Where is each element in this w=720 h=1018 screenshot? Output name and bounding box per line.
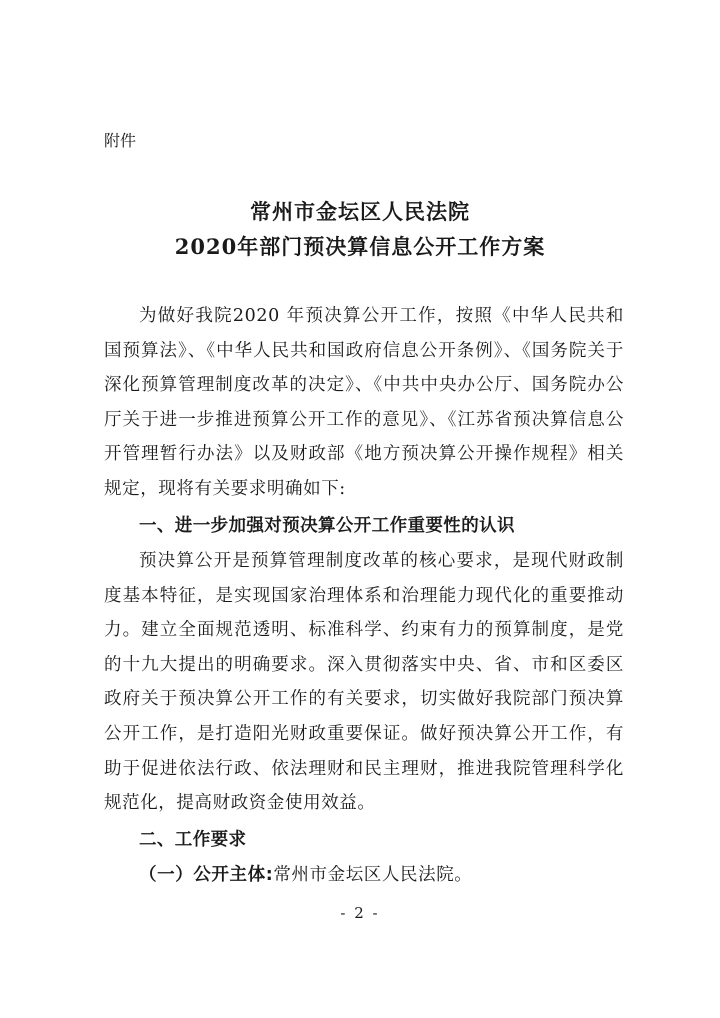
page-number: - 2 - (340, 904, 380, 922)
intro-paragraph: 为做好我院2020 年预决算公开工作，按照《中华人民共和国预算法》、《中华人民共和国政府信息公开条例》、《国务院关于深化预算管理制度改革的决定》、《中共中央办公厅、国务院办公厅关于进一步推进预算公开工作的意见》、《江苏省预决算信息公开管理暂行办法》以及财政部《地方预决算公开操作规程》相关规定，现将有关要求明确如下: (104, 306, 624, 499)
section-1-heading: 一、进一步加强对预决算公开工作重要性的认识 (139, 516, 515, 536)
subsection-1-label: （一）公开主体: (139, 865, 274, 885)
section-2-heading: 二、工作要求 (139, 830, 247, 850)
attachment-label: 附件 (104, 131, 137, 150)
subsection-1 (104, 858, 624, 892)
subsection-1-text: 常州市金坛区人民法院。 (273, 865, 473, 885)
document-title-line-1: 常州市金坛区人民法院 (250, 199, 470, 224)
section-1-paragraph: 预决算公开是预算管理制度改革的核心要求，是现代财政制度基本特征，是实现国家治理体系和治理能力现代化的重要推动力。建立全面规范透明、标准科学、约束有力的预算制度，是党的十九大提出的明确要求。深入贯彻落实中央、省、市和区委区政府关于预决算公开工作的有关要求，切实做好我院部门预决算公开工作，是打造阳光财政重要保证。做好预决算公开工作，有助于促进依法行政、依法理财和民主理财，推进我院管理科学化规范化，提高财政资金使用效益。 (104, 551, 624, 814)
document-title-line-2: 2020年部门预决算信息公开工作方案 (174, 234, 546, 259)
